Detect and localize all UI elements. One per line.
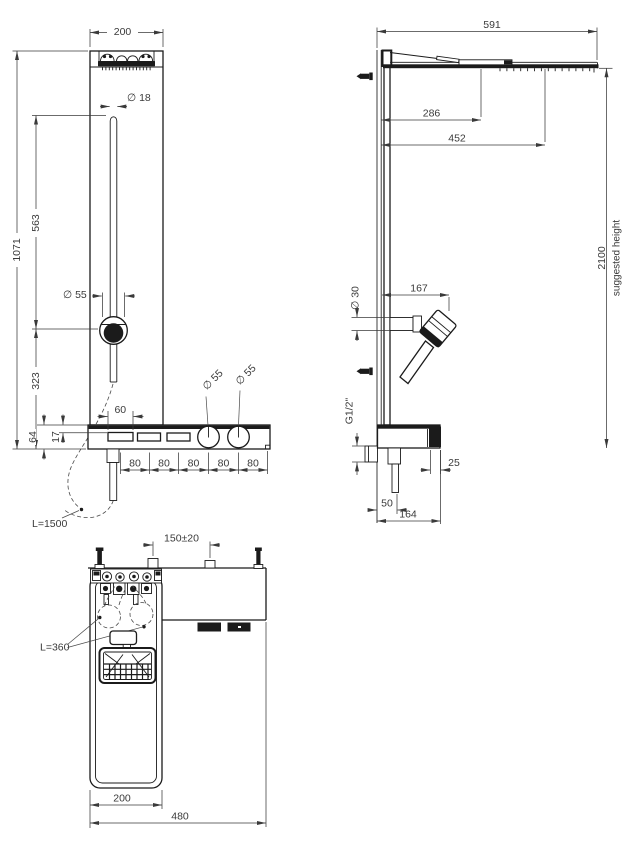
dim-452: 452	[448, 132, 466, 145]
dim-suggested-height-note	[610, 212, 623, 304]
dim-inlet-thread	[344, 397, 356, 424]
dim-slot-width: 60	[114, 404, 127, 416]
dim-arm-length: 591	[483, 19, 501, 31]
dim-holder-diameter	[350, 286, 362, 310]
mounting-studs	[95, 548, 263, 569]
tab-1	[148, 559, 158, 569]
svg-text:∅ 30: ∅ 30	[349, 286, 362, 310]
plan-view	[40, 533, 266, 829]
svg-text:1071: 1071	[11, 238, 24, 262]
svg-text:323: 323	[30, 372, 43, 390]
side-view	[344, 19, 623, 524]
wall-screw-top	[357, 73, 373, 81]
dim-handshower-diameter: ∅ 55	[63, 289, 87, 301]
tab-2	[205, 561, 215, 569]
svg-text:80: 80	[187, 457, 200, 470]
front-view	[10, 26, 271, 530]
handshower-head	[100, 317, 128, 345]
svg-text:80: 80	[247, 457, 259, 470]
dim-knob1-diameter	[200, 367, 225, 392]
handshower-holder	[390, 318, 413, 331]
top-mechanism	[90, 51, 163, 70]
panel-column-side	[384, 51, 390, 425]
svg-text:∅ 55: ∅ 55	[200, 367, 226, 393]
dim-plan-width: 200	[113, 792, 131, 805]
dim-hose-offset: 50	[381, 497, 393, 510]
svg-text:17: 17	[50, 431, 63, 443]
svg-text:563: 563	[30, 214, 43, 232]
svg-text:suggested height: suggested height	[611, 219, 623, 297]
svg-text:G1/2": G1/2"	[343, 397, 356, 425]
dim-shelf-height	[26, 429, 39, 445]
dim-lower-height	[29, 367, 43, 395]
label-internal-hose-length: L=360	[40, 641, 70, 654]
dim-rod-diameter: ∅ 18	[127, 92, 151, 104]
hose-tube-side	[392, 464, 399, 493]
knob-side	[429, 427, 441, 448]
hose-connector	[107, 449, 119, 463]
svg-text:80: 80	[217, 457, 230, 470]
wall-screw-bottom	[357, 368, 373, 376]
fittings-cluster	[91, 569, 162, 605]
clamp	[437, 56, 459, 62]
shelf-front	[88, 425, 270, 449]
svg-text:64: 64	[27, 431, 40, 443]
dim-plan-total-width: 480	[171, 810, 189, 823]
svg-text:80: 80	[158, 457, 170, 470]
bracket	[110, 631, 137, 645]
svg-text:2100: 2100	[596, 246, 609, 270]
water-inlet	[365, 446, 378, 462]
dim-bar-height	[29, 209, 43, 237]
panel-column-front	[90, 51, 163, 425]
dim-handshower-reach: 167	[410, 282, 428, 295]
sprayface	[104, 323, 124, 343]
hose-coil-2	[130, 603, 153, 626]
svg-text:80: 80	[129, 457, 141, 470]
dim-spacing-chain	[121, 451, 268, 474]
dim-knob-depth: 25	[448, 457, 460, 469]
handshower-handle	[400, 341, 434, 384]
nozzle-ticks	[500, 68, 594, 72]
knob-plan-1	[198, 623, 222, 632]
shelf-side	[378, 425, 442, 448]
dim-suggested-height-value	[595, 242, 609, 274]
dim-total-height	[10, 233, 24, 267]
hose-tube	[110, 463, 117, 501]
waterfall-grille	[100, 648, 156, 683]
hose-connector-side	[388, 448, 401, 464]
dim-front-width: 200	[113, 26, 132, 38]
svg-text:∅ 55: ∅ 55	[233, 362, 259, 388]
dim-knob2-diameter	[233, 362, 258, 387]
dim-shelf-depth: 164	[399, 508, 417, 521]
dim-slot-offset	[49, 429, 62, 445]
label-hose-length: L=1500	[32, 518, 68, 530]
overhead-arm	[383, 53, 599, 73]
dim-286: 286	[422, 107, 441, 120]
dim-tab-position: 150±20	[164, 532, 199, 545]
